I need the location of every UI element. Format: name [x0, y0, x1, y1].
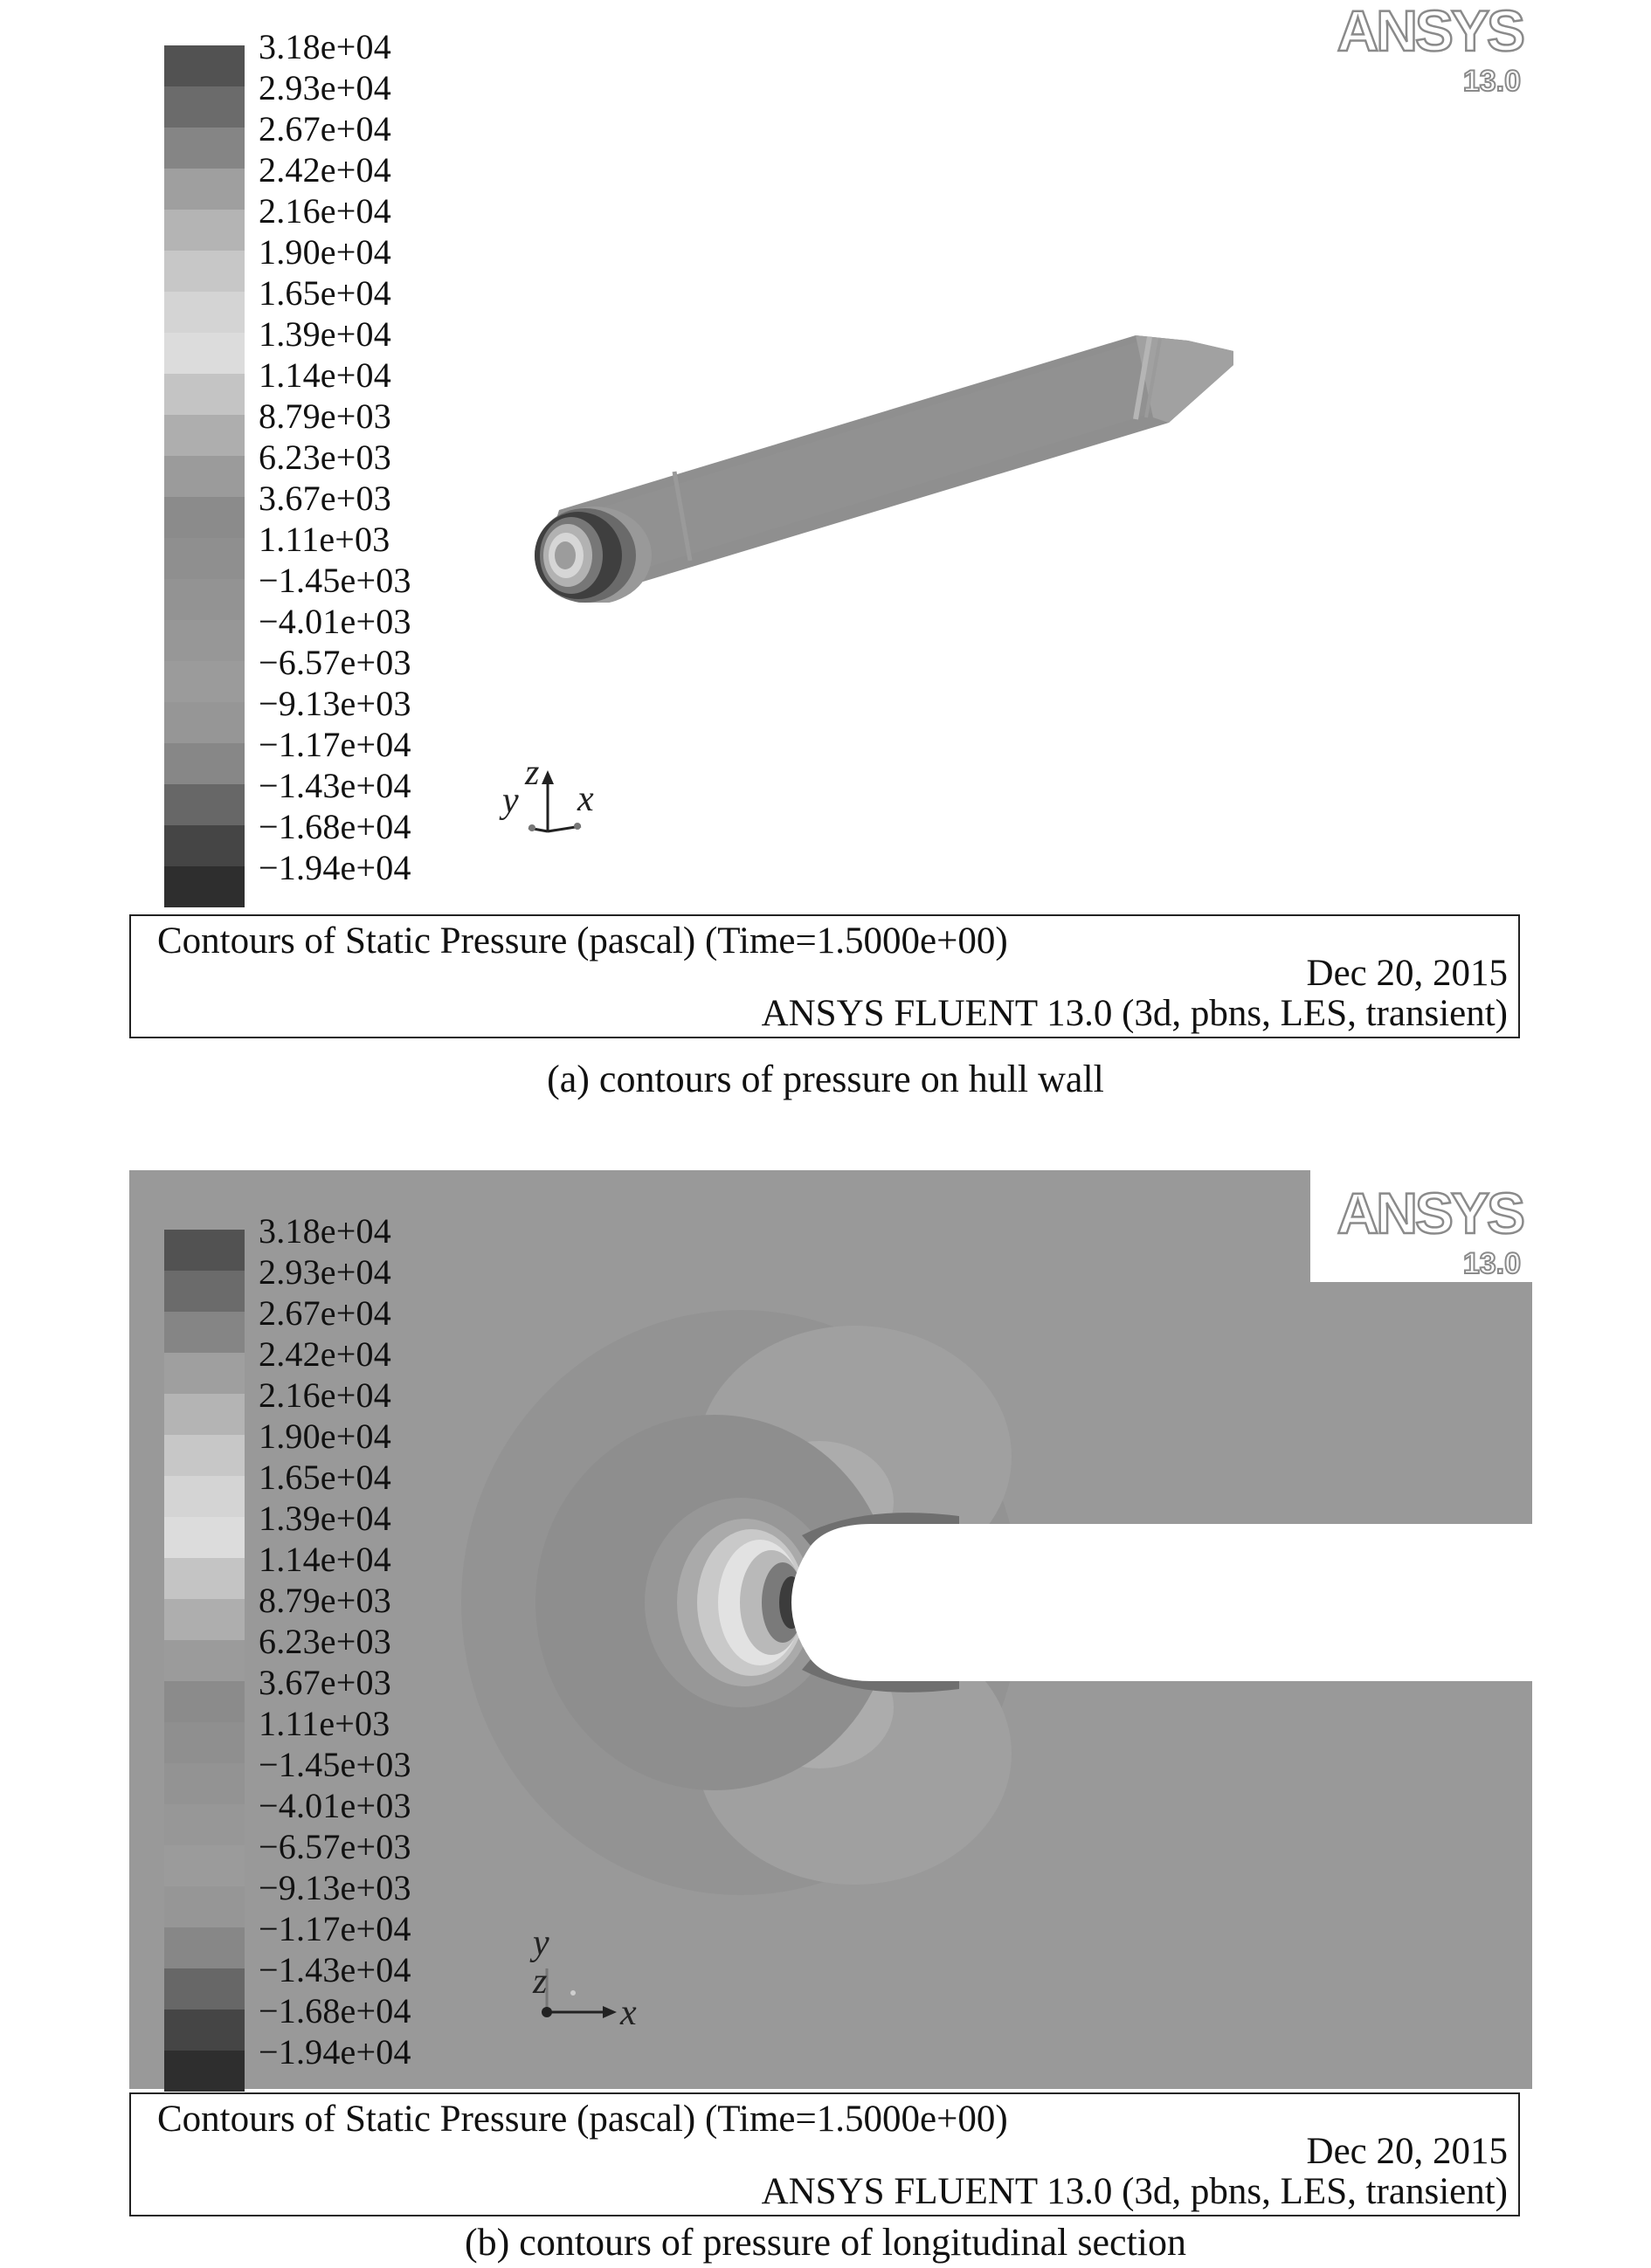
caption-b: (b) contours of pressure of longitudinal section — [464, 2221, 1187, 2264]
caption-a: (a) contours of pressure on hull wall — [547, 1058, 1104, 1100]
axis-triad-b — [515, 1921, 646, 2026]
legend-value: 1.39e+04 — [259, 1499, 391, 1538]
legend-swatch — [164, 1968, 245, 2009]
legend-swatch — [164, 702, 245, 743]
info-box-b — [129, 2092, 1520, 2216]
ansys-logo — [1315, 1182, 1524, 1279]
legend-value: 1.65e+04 — [259, 1458, 391, 1497]
legend-swatch — [164, 1599, 245, 1640]
legend-swatch — [164, 1271, 245, 1312]
legend-swatch — [164, 251, 245, 292]
legend-value: 2.93e+04 — [259, 68, 391, 107]
axis-y-label: y — [502, 781, 519, 821]
legend-swatch — [164, 1804, 245, 1845]
legend-value: 2.67e+04 — [259, 109, 391, 148]
legend-swatch — [164, 743, 245, 784]
legend-swatch — [164, 1517, 245, 1558]
legend-value: 1.14e+04 — [259, 1540, 391, 1579]
legend-value: −4.01e+03 — [259, 1786, 411, 1825]
legend-value: 1.39e+04 — [259, 314, 391, 354]
legend-swatch — [164, 1886, 245, 1927]
legend-swatch — [164, 374, 245, 415]
logo-version: 13.0 — [1462, 1247, 1521, 1279]
legend-swatch — [164, 2051, 245, 2092]
legend-swatch — [164, 333, 245, 374]
legend-swatch — [164, 45, 245, 86]
legend-value: 3.67e+03 — [259, 479, 391, 518]
hull-section-cutout — [791, 1524, 1532, 1681]
legend-swatch — [164, 661, 245, 702]
legend-swatches — [164, 45, 245, 907]
logo-brand: ANSYS — [1337, 1182, 1523, 1245]
legend-swatch — [164, 579, 245, 620]
legend-value: −1.45e+03 — [259, 1745, 411, 1784]
axis-x-label: x — [620, 1993, 637, 2026]
legend-value: −1.17e+04 — [259, 725, 411, 764]
axis-z-label: z — [525, 753, 540, 793]
legend-swatch — [164, 1435, 245, 1476]
legend-value: −1.68e+04 — [259, 807, 411, 846]
legend-value: −1.94e+04 — [259, 848, 411, 887]
info-date: Dec 20, 2015 — [1306, 2131, 1508, 2172]
legend-swatch — [164, 86, 245, 128]
info-title: Contours of Static Pressure (pascal) (Time=1.5000e+00) — [157, 2099, 1008, 2140]
legend-swatch — [164, 128, 245, 169]
logo-version: 13.0 — [1462, 65, 1521, 96]
legend-swatch — [164, 825, 245, 866]
legend-swatch — [164, 1230, 245, 1271]
legend-swatch — [164, 1927, 245, 1968]
legend-swatch — [164, 620, 245, 661]
panel-a — [0, 0, 1651, 1127]
legend-swatch — [164, 1722, 245, 1763]
legend-value: −1.45e+03 — [259, 561, 411, 600]
legend-value: −1.43e+04 — [259, 766, 411, 805]
legend-swatch — [164, 1763, 245, 1804]
legend-value: −6.57e+03 — [259, 643, 411, 682]
legend-swatch — [164, 1312, 245, 1353]
legend-value: 2.93e+04 — [259, 1252, 391, 1292]
legend-value: 1.90e+04 — [259, 232, 391, 272]
panel-b — [0, 1170, 1651, 2268]
legend-swatch — [164, 1394, 245, 1435]
legend-value: 2.67e+04 — [259, 1293, 391, 1333]
legend-value: −1.68e+04 — [259, 1991, 411, 2030]
hull-bow-contours — [535, 507, 652, 603]
legend-swatch — [164, 1681, 245, 1722]
info-date: Dec 20, 2015 — [1306, 953, 1508, 994]
legend-value: −1.94e+04 — [259, 2032, 411, 2072]
legend-value: 2.16e+04 — [259, 191, 391, 231]
legend-value: 3.18e+04 — [259, 27, 391, 66]
legend-value: 8.79e+03 — [259, 1581, 391, 1620]
legend-value: 3.67e+03 — [259, 1663, 391, 1702]
legend-swatch — [164, 866, 245, 907]
info-box-a — [129, 914, 1520, 1038]
legend-value: 1.90e+04 — [259, 1417, 391, 1456]
legend-swatch — [164, 1845, 245, 1886]
legend-swatch — [164, 1640, 245, 1681]
legend-swatch — [164, 292, 245, 333]
info-title: Contours of Static Pressure (pascal) (Time=1.5000e+00) — [157, 920, 1008, 962]
axis-y-label: y — [533, 1923, 549, 1963]
axis-z-label: z — [533, 1961, 548, 2002]
legend-value: 1.65e+04 — [259, 273, 391, 313]
ansys-logo — [1315, 0, 1524, 96]
legend-swatch — [164, 1558, 245, 1599]
legend-value: −9.13e+03 — [259, 1868, 411, 1907]
legend-swatch — [164, 784, 245, 825]
legend-value: −9.13e+03 — [259, 684, 411, 723]
legend-value: −1.17e+04 — [259, 1909, 411, 1948]
legend-swatch — [164, 538, 245, 579]
legend-swatch — [164, 169, 245, 210]
legend-value: −6.57e+03 — [259, 1827, 411, 1866]
legend-swatch — [164, 1476, 245, 1517]
legend-swatch — [164, 415, 245, 456]
legend-value: 1.11e+03 — [259, 520, 390, 559]
legend-value: −4.01e+03 — [259, 602, 411, 641]
legend-value: 2.42e+04 — [259, 150, 391, 190]
axis-triad-a — [494, 751, 607, 847]
legend-value: 2.42e+04 — [259, 1334, 391, 1374]
legend-value: 2.16e+04 — [259, 1375, 391, 1415]
hull-3d-view — [524, 323, 1249, 603]
legend-value: 1.11e+03 — [259, 1704, 390, 1743]
logo-brand: ANSYS — [1337, 0, 1523, 63]
legend-swatches — [164, 1230, 245, 2092]
info-solver: ANSYS FLUENT 13.0 (3d, pbns, LES, transient) — [761, 2171, 1508, 2212]
legend-swatch — [164, 497, 245, 538]
legend-value: −1.43e+04 — [259, 1950, 411, 1989]
legend-swatch — [164, 2009, 245, 2051]
legend-value: 8.79e+03 — [259, 396, 391, 436]
info-solver: ANSYS FLUENT 13.0 (3d, pbns, LES, transient) — [761, 993, 1508, 1034]
legend-swatch — [164, 210, 245, 251]
legend-value: 1.14e+04 — [259, 355, 391, 395]
legend-swatch — [164, 1353, 245, 1394]
axis-x-label: x — [577, 779, 594, 819]
legend-value: 6.23e+03 — [259, 438, 391, 477]
legend-swatch — [164, 456, 245, 497]
legend-value: 6.23e+03 — [259, 1622, 391, 1661]
legend-value: 3.18e+04 — [259, 1211, 391, 1251]
